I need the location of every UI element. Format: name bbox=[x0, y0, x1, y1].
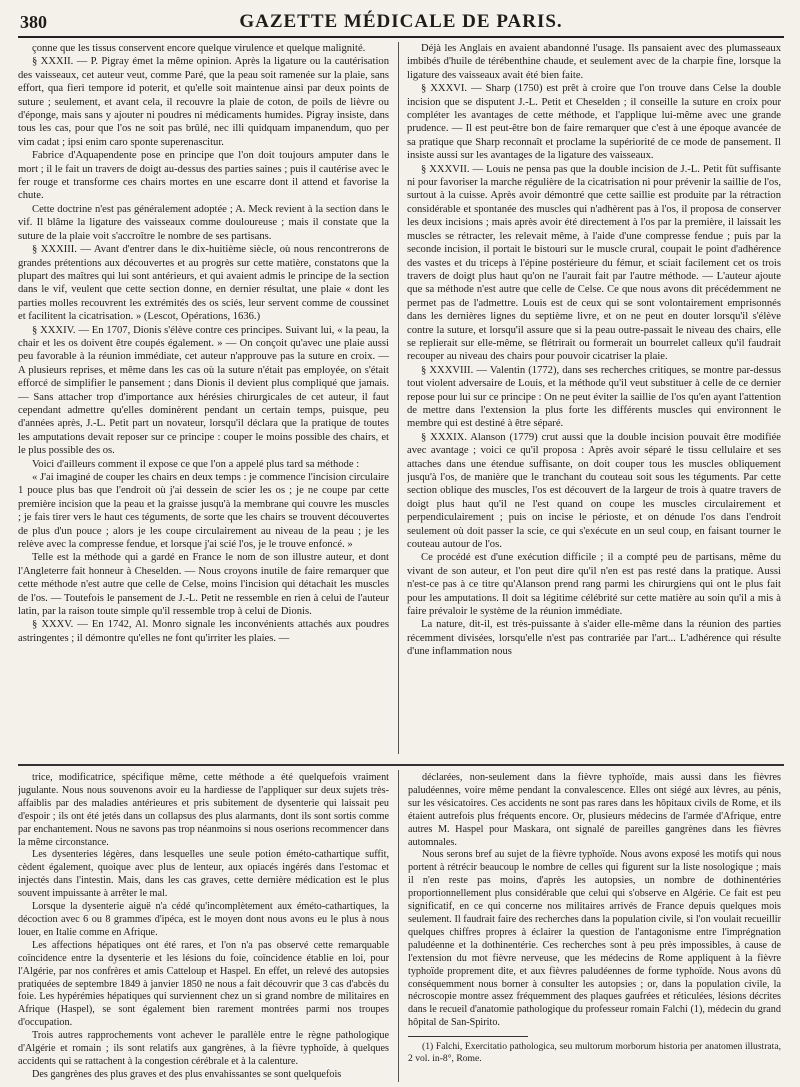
column-divider bbox=[398, 42, 399, 754]
journal-title: GAZETTE MÉDICALE DE PARIS. bbox=[239, 11, 563, 32]
paragraph: § XXXIII. — Avant d'entrer dans le dix-huitième siècle, où nous rencontrerons de grandes prétentions aux découvertes et au progrès sur cette matière, constatons que la plupart des maîtres qui lui sont antérieurs, et qui avaient admis le principe de la section dans le vif, veulent que cette section donne, en dernier résultat, une plaie « dont les parties molles recouvrent les extrémités des os sciés, leur servent comme de coussinet et facilitent la cicatrisation. » (Lescot, Opérations, 1636.) bbox=[18, 244, 389, 323]
paragraph: § XXXVI. — Sharp (1750) est prêt à croire que l'on trouve dans Celse la double incision que se disputent J.-L. Petit et Cheselden ; il conseille la suture en croix pour compléter les avantages de cette méthode, et l'applique lui-même avec une grande prudence. — Il est peut-être bon de faire remarquer que c'est à une époque avancée de sa pratique que Sharp reconnaît et proclame la supériorité de ce mode de pansement. Il insiste aussi sur les avantages de la ligature des vaisseaux. bbox=[407, 83, 781, 162]
paragraph: Lorsque la dysenterie aiguë n'a cédé qu'incomplètement aux éméto-cathartiques, la décoction avec 6 ou 8 grammes d'ipéca, est le moyen dont nous avons eu le plus à nous louer, en Italie comme en Afrique. bbox=[18, 901, 389, 938]
paragraph: § XXXIX. Alanson (1779) crut aussi que la double incision pouvait être modifiée avec avantage ; voici ce qu'il proposa : Après avoir séparé le tissu cellulaire et ses attaches dans une étendue suffisante, on doit couper tous les muscles obliquement jusqu'à l'os, de manière que le tranchant du couteau soit sous les téguments. Par cette section oblique des muscles, l'os est découvert de la largeur de trois à quatre travers de doigt plus haut qu'il ne l'est quand on coupe les muscles circulairement et perpendiculairement ; puis on incise le périoste, et on dénude l'os dans l'endroit seulement où doit passer la scie, ce qui s'exécute en un seul coup, en faisant tourner le couteau autour de l'os. bbox=[407, 431, 781, 551]
footnote-text: (1) Falchi, Exercitatio pathologica, seu multorum morborum historia per anatomen illustrata, 2 vol. in-8°, Rome. bbox=[408, 1041, 781, 1064]
paragraph: Ce procédé est d'une exécution difficile ; il a compté peu de partisans, même du vivant de son auteur, et l'on peut dire qu'il n'en est pas resté dans la pratique. Aussi n'est-ce pas à ce titre qu'Alanson prend rang parmi les chirurgiens qui ont le plus fait pour les amputations. Il doit sa légitime célébrité sur cette matière au soin qu'il a mis à faire prévaloir le système de la réunion immédiate. bbox=[407, 552, 781, 618]
paragraph: Fabrice d'Aquapendente pose en principe que l'on doit toujours amputer dans le mort ; il le fait un travers de doigt au-dessus des parties saines ; puis il cautérise avec le fer rouge et transforme ces chairs mortes en une escarre dont il attend et favorise la chute. bbox=[18, 150, 389, 202]
paragraph: § XXXVII. — Louis ne pensa pas que la double incision de J.-L. Petit fût suffisante ni pour favoriser la marche régulière de la cicatrisation ni pour prévenir la saillie de l'os, surtout à la cuisse. Après avoir démontré que cette saillie est produite par la rétraction considérable et spontanée des muscles qui n'adhèrent pas à l'os, il proposa de conserver les deux incisions ; mais après avoir été directement à l'os par la première, il laissait les muscles se rétracter, les relevait même, à l'aide d'une compresse fendue ; puis par la seconde incision, il portait le bistouri sur le muscle crural, coupait le point d'adhérence des vastes et du triceps à l'épine postérieure du fémur, et sciait facilement cet os trois travers de doigt plus haut qu'on ne l'aurait fait par l'autre méthode. — L'auteur ajoute que sa méthode n'est autre que celle de Celse. Ce que nous avons dit précédemment ne permet pas de l'admettre. Louis est de ceux qui se sont volontairement emprisonnés dans les dernières lignes du septième livre, et on ne peut en douter lorsqu'il s'élève contre la suture, et lorsqu'il assure que si la peau outre-passait le niveau des chairs, elle se replierait sur elle-même, se flétrirait ou formerait un bourrelet calleux qu'il faudrait recouper au niveau des chairs pour pouvoir cicatriser la plaie. bbox=[407, 163, 781, 363]
paragraph: § XXXV. — En 1742, Al. Monro signale les inconvénients attachés aux poudres astringentes ; il démontre qu'elles ne font qu'irriter les plaies. — bbox=[18, 619, 389, 644]
column-divider-bottom bbox=[398, 770, 399, 1082]
paragraph: Voici d'ailleurs comment il expose ce que l'on a appelé plus tard sa méthode : bbox=[32, 458, 360, 470]
paragraph: Déjà les Anglais en avaient abandonné l'usage. Ils pansaient avec des plumasseaux imbibés d'huile de térébenthine chaude, et seulement avec de la charpie fine, lorsque la ligature des vaisseaux avait été bien faite. bbox=[407, 43, 781, 81]
paragraph: Des gangrènes des plus graves et des plus envahissantes se sont quelquefois bbox=[32, 1068, 342, 1080]
paragraph: Cette doctrine n'est pas généralement adoptée ; A. Meck revient à la section dans le vif. Il blâme la ligature des vaisseaux comme douloureuse ; mais il constate que la suture de la plaie voit s'accroître le nombre de ses partisans. bbox=[18, 203, 389, 242]
section-divider bbox=[18, 764, 784, 766]
paragraph: § XXXIV. — En 1707, Dionis s'élève contre ces principes. Suivant lui, « la peau, la chair et les os doivent être coupés également. » — On conçoit qu'avec une plaie aussi peu favorable à la réunion immédiate, cet auteur n'approuve pas la suture en croix. — A plusieurs reprises, et même dans les cas où la suture n'était pas employée, on s'était efforcé de simplifier le pansement ; dans Dionis il devient plus compliqué que jamais. — Sans attacher trop d'importance aux hérésies chirurgicales de cet auteur, il faut cependant admettre qu'elles dominèrent pendant un certain temps, puisque, peu d'années après, J.-L. Petit part un novateur, lorsqu'il déclara que la pratique de toutes les amputations devait reposer sur ce principe : couper le moins possible des chairs, et le plus possible des os. bbox=[18, 324, 389, 457]
footnote-rule bbox=[408, 1036, 528, 1037]
paragraph: Les affections hépatiques ont été rares, et l'on n'a pas observé cette remarquable coïncidence entre la dysenterie et les lésions du foie, coïncidence établie en loi, pour l'Algérie, par nos confrères et amis Catteloup et Haspel. En effet, un relevé des autopsies pratiquées de septembre 1849 à janvier 1850 ne nous a fait découvrir que 3 cas d'abcès du foie. Les hypérémies hépatiques qui surviennent chez un si grand nombre de militaires en Afrique (Haspel), se sont également bien rarement montrées parmi nos troupes d'occupation. bbox=[18, 939, 389, 1029]
paragraph: trice, modificatrice, spécifique même, cette méthode a été quelquefois vraiment jugulante. Nous nous souvenons avoir eu la hardiesse de l'appliquer sur deux sujets très-affaiblis par des maladies antérieures et pris subitement de dysenterie qui laissait peu d'espoir ; ils ont été jetés dans un collapsus des plus alarmants, dont ils sont sortis comme par enchantement. Nous ne savons pas trop néanmoins si nous oserions recommencer dans la même circonstance. bbox=[18, 772, 389, 848]
paragraph: Telle est la méthode qui a gardé en France le nom de son illustre auteur, et dont l'Angleterre fait honneur à Cheselden. — Nous croyons inutile de faire remarquer que cette méthode n'est autre que celle de Celse, moins l'incision qui détachait les muscles de l'os. — Toutefois le pansement de J.-L. Petit ne ressemble en rien à celui de l'auteur latin, par la raison toute simple qu'il ressemble trop à celui de Dionis. bbox=[18, 552, 389, 618]
paragraph: Les dysenteries légères, dans lesquelles une seule potion éméto-cathartique suffit, cèdent également, quoique avec plus de lenteur, aux opiacés ingérés dans l'estomac et injectés dans l'intestin. Mais, dans les cas graves, cette dernière médication est le plus souvent impuissante à arrêter le mal. bbox=[18, 849, 389, 900]
paragraph: § XXXVIII. — Valentin (1772), dans ses recherches critiques, se montre par-dessus tout violent adversaire de Louis, et la méthode qu'il veut substituer à celle de ce dernier repose pour lui sur ce principe : On ne peut éviter la saillie de l'os qu'en ayant l'attention de mettre dans l'extension la plus forte les différents muscles qui environnent le membre qui est destiné à être séparé. bbox=[407, 364, 781, 430]
top-left-column bbox=[18, 42, 389, 758]
footnote bbox=[408, 1041, 781, 1065]
quote-paragraph: « J'ai imaginé de couper les chairs en deux temps : je commence l'incision circulaire 1 pouce plus bas que l'endroit où j'ai dessein de scier les os ; je ne coupe par cette première incision que la peau et la graisse jusqu'à la membrane qui couvre les muscles ; je fais tirer vers le haut ces téguments, de sorte que les chairs se trouvent découvertes de plus d'un pouce ; alors je les coupe circulairement au niveau de la peau ; je les relève avec la compresse fendue, et lorsque j'ai scié l'os, je le trouve enfoncé. » bbox=[18, 472, 389, 551]
paragraph: La nature, dit-il, est très-puissante à s'aider elle-même dans la réunion des parties récemment divisées, lorsqu'elle n'est pas contrariée par l'art... L'adhérence qui résulte d'une inflammation nous bbox=[407, 619, 781, 658]
paragraph: Trois autres rapprochements vont achever le parallèle entre le règne pathologique d'Algérie et romain ; ils sont relatifs aux gangrènes, à la fièvre typhoïde, à quelques accidents qui se rattachent à la congestion cérébrale et à la calenture. bbox=[18, 1030, 389, 1067]
paragraph: § XXXII. — P. Pigray émet la même opinion. Après la ligature ou la cautérisation des vaisseaux, cet auteur veut, comme Paré, que la peau soit ramenée sur la plaie, sans effort, qua fieri tempore id poterit, et qu'elle soit maintenue ainsi par deux points de suture ; seulement, et avant cela, il recouvre la plaie de coton, de poils de lièvre ou d'éponge, mais sans y ajouter ni poudres ni médicaments humides. Pigray insiste, dans tous les cas, pour que l'os ne soit pas brûlé, nec illi quidquam impanendum, quo per vim cadat ; ipsi enim caro sponte superenascitur. bbox=[18, 56, 389, 148]
top-right-column bbox=[407, 42, 781, 758]
page-header bbox=[18, 8, 784, 38]
page-number: 380 bbox=[20, 12, 47, 32]
paragraph: çonne que les tissus conservent encore quelque virulence et quelque malignité. bbox=[32, 43, 366, 54]
paragraph: déclarées, non-seulement dans la fièvre typhoïde, mais aussi dans les fièvres paludéennes, voire même pendant la convalescence. Elles ont siégé aux lèvres, au pénis, sur les vésicatoires. Ces accidents ne sont pas rares dans les hôpitaux civils de Rome, et ils étaient autrefois plus fréquents encore. Or, plusieurs médecins de l'armée d'Afrique, entre autres M. Haspel pour Maskara, ont signalé de pareilles gangrènes dans les fièvres automnales. bbox=[408, 772, 781, 848]
paragraph: Nous serons bref au sujet de la fièvre typhoïde. Nous avons exposé les motifs qui nous portent à rétrécir beaucoup le nombre de celles qui figurent sur la liste nosologique ; mais il n'en reste pas moins, d'après les autopsies, un nombre de dothinentéries proportionnellement plus considérable que celui qui s'observe en Algérie. Ce fait est peu significatif, en ce qui concerne nos militaires arrivés de France depuis quelques mois seulement. Il faudrait faire des recherches dans la population civile, si l'on voulait recueillir quelques chiffres propres à éclairer la question de l'antagonisme entre l'imprégnation paludéenne et la dothinentérie. Ces recherches sont à peu près impossibles, à cause de l'extension du mot fièvre nerveuse, que les médecins de Rome appliquent à la fièvre typhoïde proprement dite, et aux fièvres paludéennes de forme typhoïde. Nous avons dû conséquemment nous borner à consulter les autopsies ; or, dans la population civile, la nécroscopie montre assez fréquemment des plaques gaufrées et réticulées, lésions décrites dans le recueil d'anatomie pathologique du professeur romain Falchi (1), médecin du grand hôpital de San-Spirito. bbox=[408, 849, 781, 1029]
bottom-left-column bbox=[18, 772, 389, 1082]
bottom-right-column bbox=[408, 772, 781, 1032]
